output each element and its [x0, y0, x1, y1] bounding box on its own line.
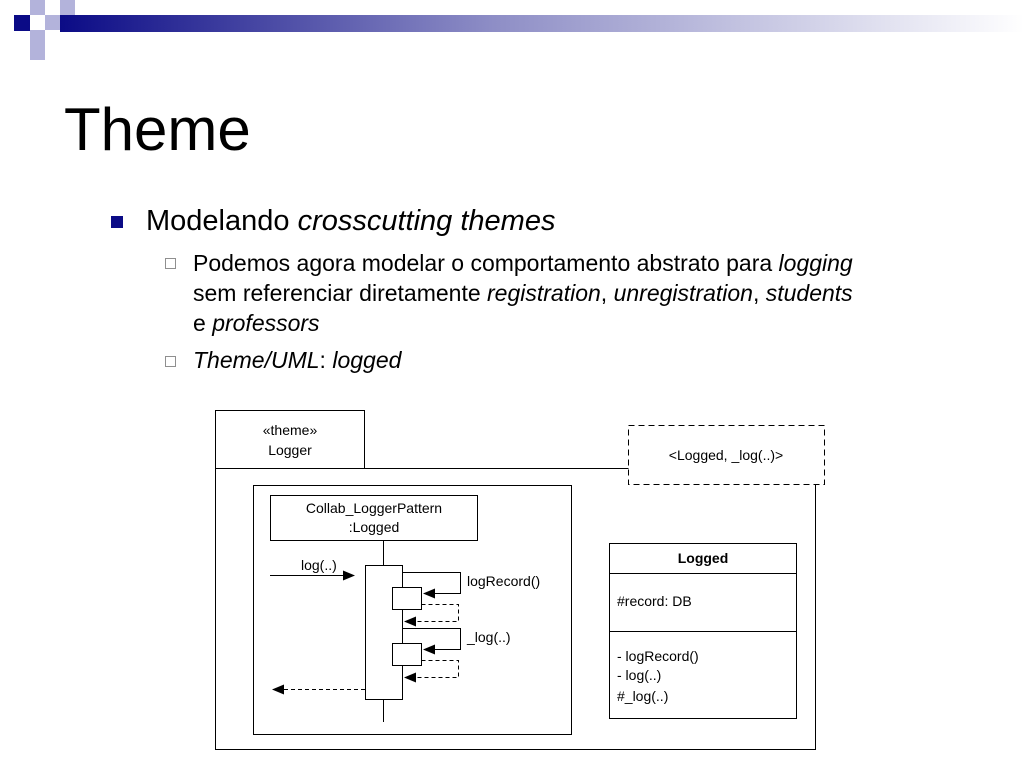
sub-text: ,: [600, 280, 614, 306]
sub-text-italic: Theme/UML: [193, 347, 320, 373]
slide-banner: [0, 0, 1024, 60]
message-log-label: log(..): [301, 557, 337, 573]
sub-text: :: [319, 347, 333, 373]
sub-text: sem referenciar diretamente: [193, 280, 488, 306]
sub-bullet-theme-uml: [193, 345, 401, 375]
class-attribute: #record: DB: [617, 593, 692, 609]
theme-stereotype: «theme»: [262, 422, 318, 438]
activation-bar-nested: [393, 588, 422, 610]
banner-square: [60, 0, 75, 15]
sub-text-italic: registration: [487, 280, 601, 306]
banner-square: [30, 45, 45, 60]
class-operation: - logRecord(): [617, 648, 699, 664]
message-log-internal-label: _log(..): [467, 629, 511, 645]
lifeline-name: Collab_LoggerPattern: [305, 500, 443, 516]
bullet-modelando: [146, 203, 555, 239]
banner-square: [14, 15, 30, 31]
class-operation: #_log(..): [617, 688, 669, 704]
class-operation: - log(..): [617, 667, 662, 683]
lifeline-type: :Logged: [348, 519, 400, 535]
sub-text: e: [193, 310, 213, 336]
slide-title: Theme: [64, 96, 251, 163]
sub-bullet-logging: [193, 248, 853, 338]
message-logrecord-label: logRecord(): [467, 573, 541, 589]
theme-name: Logger: [268, 442, 312, 458]
class-name: Logged: [677, 550, 729, 566]
sub-bullet-box-icon: [165, 356, 176, 367]
bullet-square-icon: [111, 216, 123, 228]
sub-text: Podemos agora modelar o comportamento abstrato para: [193, 250, 779, 276]
bullet-text-italic: crosscutting themes: [297, 205, 556, 237]
template-parameters: <Logged, _log(..)>: [668, 447, 784, 463]
banner-square: [45, 15, 60, 30]
sub-text-italic: logged: [332, 347, 402, 373]
theme-uml-diagram: [200, 400, 840, 760]
sub-text-italic: students: [765, 280, 853, 306]
sub-bullet-box-icon: [165, 258, 176, 269]
activation-bar-nested: [393, 644, 422, 666]
sub-text-italic: unregistration: [613, 280, 753, 306]
activation-bar: [366, 566, 403, 700]
sub-text-italic: professors: [212, 310, 320, 336]
banner-square: [30, 0, 45, 15]
sub-text-italic: logging: [778, 250, 853, 276]
bullet-text: Modelando: [146, 205, 298, 237]
sub-text: ,: [752, 280, 766, 306]
banner-square: [30, 30, 45, 45]
